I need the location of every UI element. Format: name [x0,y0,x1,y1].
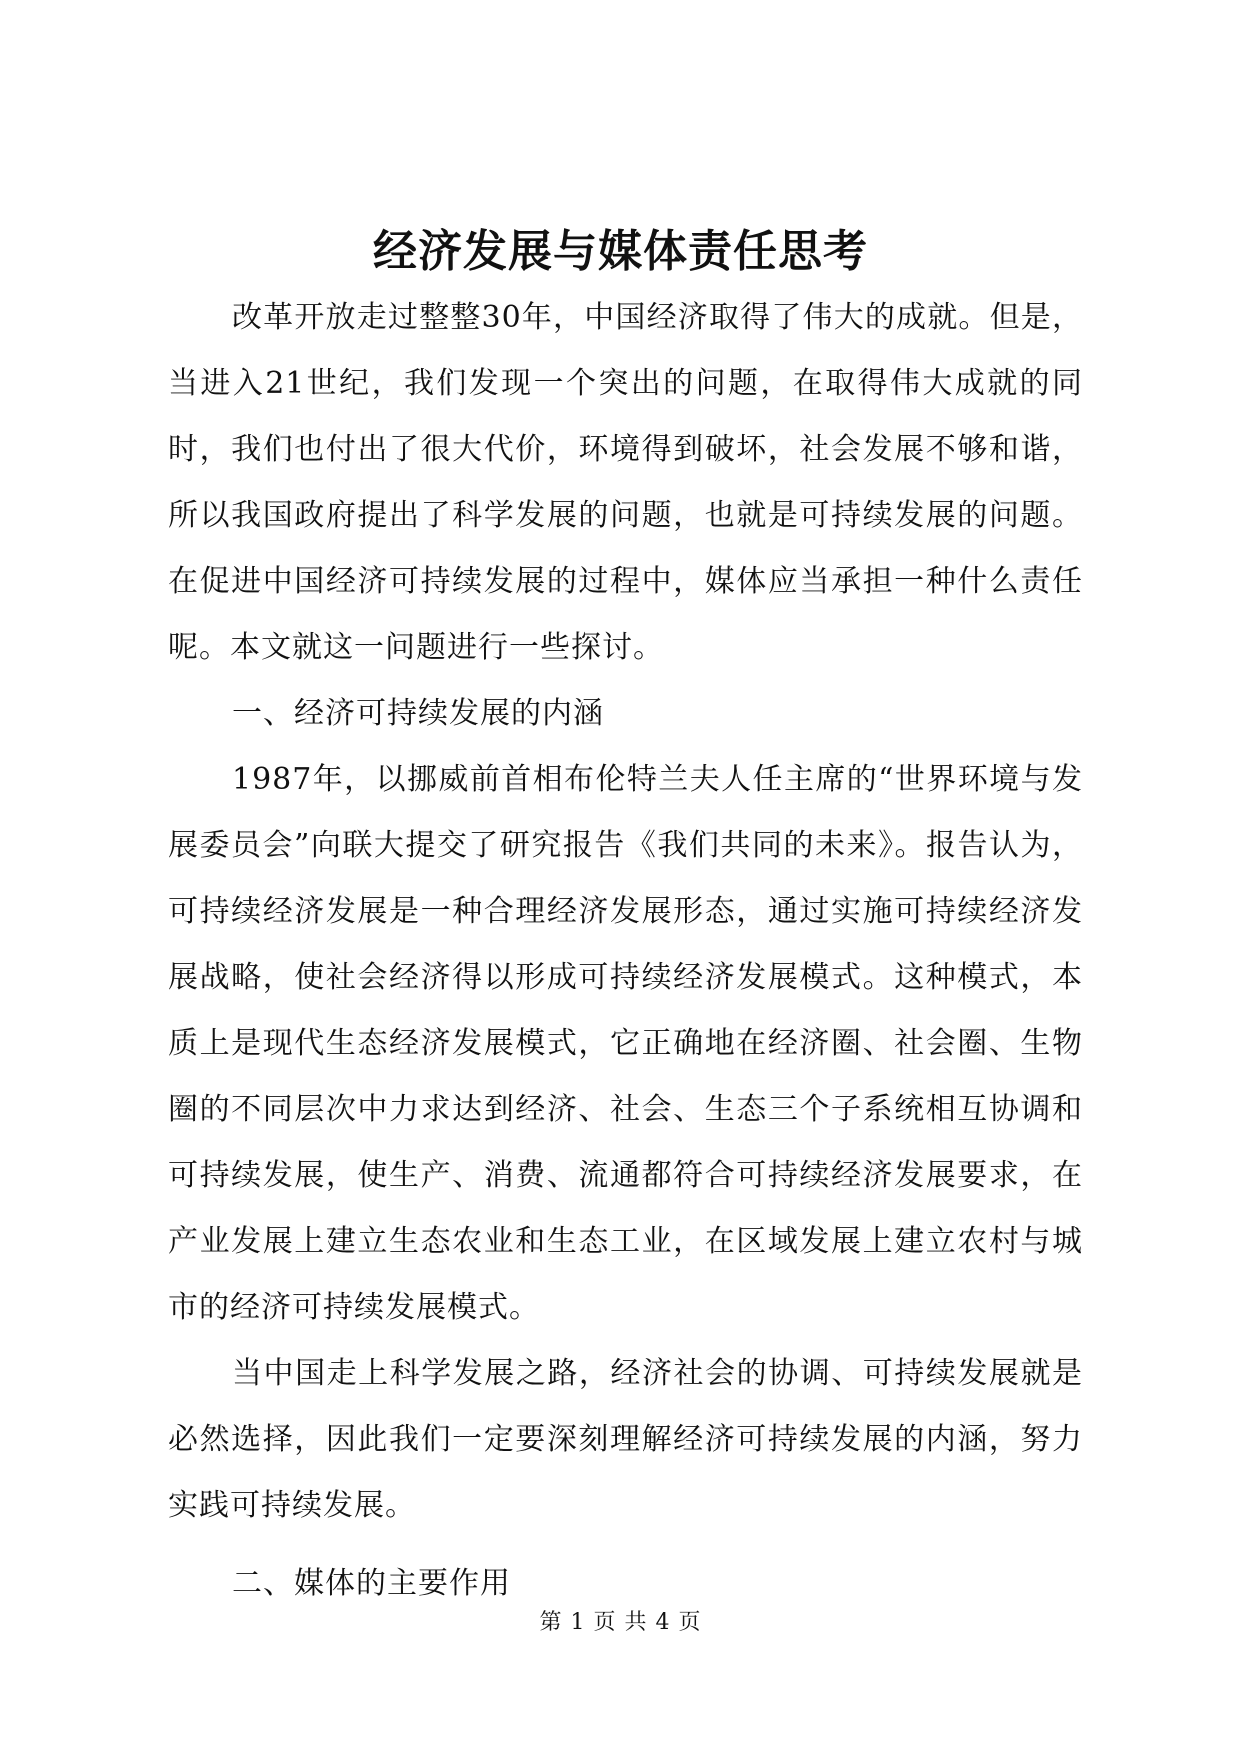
paragraph-section-1-conclusion: 当中国走上科学发展之路，经济社会的协调、可持续发展就是必然选择，因此我们一定要深刻理解经济可持续发展的内涵，努力实践可持续发展。 [168,1356,1083,1523]
section-heading-1: 一、经济可持续发展的内涵 [232,696,604,731]
paragraph-intro: 改革开放走过整整30年，中国经济取得了伟大的成就。但是，当进入21世纪，我们发现一个突出的问题，在取得伟大成就的同时，我们也付出了很大代价，环境得到破坏，社会发展不够和谐，所以我国政府提出了科学发展的问题，也就是可持续发展的问题。在促进中国经济可持续发展的过程中，媒体应当承担一种什么责任呢。本文就这一问题进行一些探讨。 [168,300,1083,665]
document-title: 经济发展与媒体责任思考 [373,226,868,277]
section-gap [168,1539,1083,1551]
page-footer: 第 1 页 共 4 页 [539,1610,702,1635]
document-body [168,285,1083,1617]
paragraph-section-1-body: 1987年，以挪威前首相布伦特兰夫人任主席的“世界环境与发展委员会”向联大提交了研究报告《我们共同的未来》。报告认为，可持续经济发展是一种合理经济发展形态，通过实施可持续经济发展战略，使社会经济得以形成可持续经济发展模式。这种模式，本质上是现代生态经济发展模式，它正确地在经济圈、社会圈、生物圈的不同层次中力求达到经济、社会、生态三个子系统相互协调和可持续发展，使生产、消费、流通都符合可持续经济发展要求，在产业发展上建立生态农业和生态工业，在区域发展上建立农村与城市的经济可持续发展模式。 [168,762,1083,1325]
section-heading-2: 二、媒体的主要作用 [232,1566,511,1601]
